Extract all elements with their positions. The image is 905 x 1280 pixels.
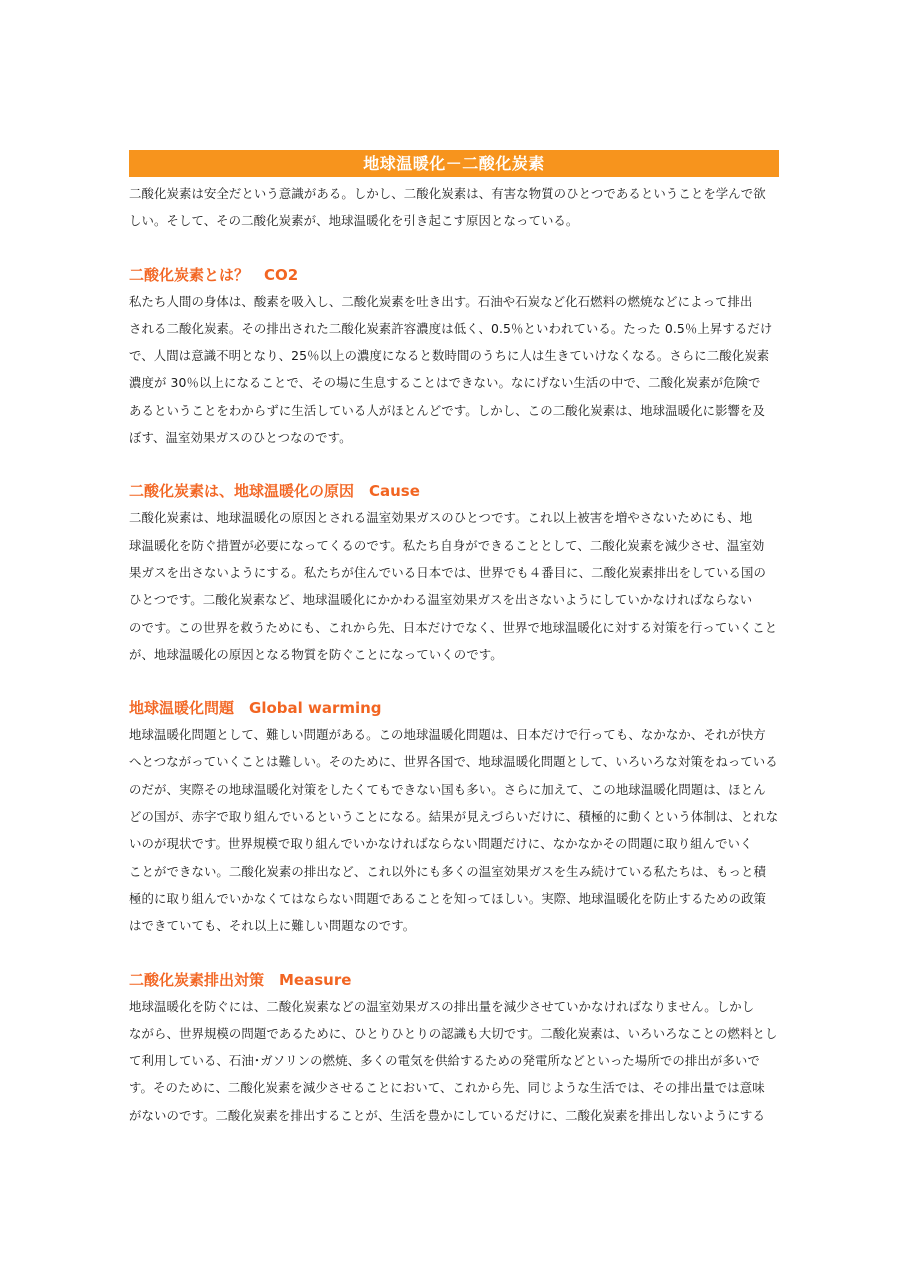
paragraph-line: 私たち人間の身体は、酸素を吸入し、二酸化炭素を吐き出す。石油や石炭など化石燃料の燃焼などによって排出	[129, 293, 753, 309]
paragraph-line: 二酸化炭素は、地球温暖化の原因とされる温室効果ガスのひとつです。これ以上被害を増やさないためにも、地	[129, 510, 753, 526]
paragraph-line: 濃度が 30％以上になることで、その場に生息することはできない。なにげない生活の中で、二酸化炭素が危険で	[129, 375, 761, 391]
paragraph-line: 地球温暖化を防ぐには、二酸化炭素などの温室効果ガスの排出量を減少させていかなければなりません。しかし	[129, 998, 755, 1014]
paragraph-line: 果ガスを出さないようにする。私たちが住んでいる日本では、世界でも４番目に、二酸化炭素排出をしている国の	[129, 564, 767, 580]
page-title: 地球温暖化－二酸化炭素	[129, 150, 779, 177]
paragraph-line: 地球温暖化問題として、難しい問題がある。この地球温暖化問題は、日本だけで行っても、なかなか、それが快方	[129, 727, 766, 743]
paragraph-line: のです。この世界を救うためにも、これから先、日本だけでなく、世界で地球温暖化に対する対策を行っていくこと	[129, 619, 778, 635]
paragraph-line: ながら、世界規模の問題であるために、ひとりひとりの認識も大切です。二酸化炭素は、いろいろなことの燃料とし	[129, 1025, 778, 1041]
section-measure	[129, 967, 779, 1129]
paragraph-line: す。そのために、二酸化炭素を減少させることにおいて、これから先、同じような生活では、その排出量では意味	[129, 1080, 765, 1096]
paragraph-line: て利用している、石油･ガソリンの燃焼、多くの電気を供給するための発電所などといった場所での排出が多いで	[129, 1053, 760, 1069]
paragraph-line: へとつながっていくことは難しい。そのために、世界各国で、地球温暖化問題として、いろいろな対策をねっている	[129, 754, 778, 770]
paragraph-line: いのが現状です。世界規模で取り組んでいかなければならない問題だけに、なかなかその問題に取り組んでいく	[129, 836, 753, 852]
section-heading: 地球温暖化問題 Global warming	[129, 699, 382, 718]
section-paragraph	[129, 504, 779, 668]
paragraph-line: ことができない。二酸化炭素の排出など、これ以外にも多くの温室効果ガスを生み続けている私たちは、もっと積	[129, 863, 767, 879]
paragraph-line: しい。そして、その二酸化炭素が、地球温暖化を引き起こす原因となっている。	[129, 213, 579, 229]
section-heading: 二酸化炭素とは？ CO2	[129, 265, 299, 284]
section-heading: 二酸化炭素は、地球温暖化の原因 Cause	[129, 482, 420, 501]
paragraph-line: される二酸化炭素。その排出された二酸化炭素許容濃度は低く、0.5％といわれている。たった 0.5％上昇するだけ	[129, 320, 773, 336]
intro-paragraph	[129, 180, 779, 235]
paragraph-line: ひとつです。二酸化炭素など、地球温暖化にかかわる温室効果ガスを出さないようにしていかなければならない	[129, 592, 753, 608]
paragraph-line: ぼす、温室効果ガスのひとつなのです。	[129, 430, 352, 446]
section-co2	[129, 262, 779, 452]
section-paragraph	[129, 721, 779, 939]
paragraph-line: が、地球温暖化の原因となる物質を防ぐことになっていくのです。	[129, 646, 503, 662]
section-heading: 二酸化炭素排出対策 Measure	[129, 970, 352, 989]
document-page	[129, 150, 779, 1129]
paragraph-line: 球温暖化を防ぐ措置が必要になってくるのです。私たち自身ができることとして、二酸化炭素を減少させ、温室効	[129, 537, 765, 553]
paragraph-line: どの国が、赤字で取り組んでいるということになる。結果が見えづらいだけに、積極的に動くという体制は、とれな	[129, 809, 779, 825]
paragraph-line: はできていても、それ以上に難しい問題なのです。	[129, 918, 416, 934]
section-global-warming	[129, 695, 779, 939]
paragraph-line: 二酸化炭素は安全だという意識がある。しかし、二酸化炭素は、有害な物質のひとつであるということを学んで欲	[129, 186, 766, 201]
paragraph-line: あるということをわからずに生活している人がほとんどです。しかし、この二酸化炭素は、地球温暖化に影響を及	[129, 402, 766, 418]
section-paragraph	[129, 993, 779, 1129]
section-cause	[129, 478, 779, 668]
paragraph-line: がないのです。二酸化炭素を排出することが、生活を豊かにしているだけに、二酸化炭素を排出しないようにする	[129, 1107, 766, 1123]
paragraph-line: のだが、実際その地球温暖化対策をしたくてもできない国も多い。さらに加えて、この地球温暖化問題は、ほとん	[129, 781, 766, 797]
section-paragraph	[129, 288, 779, 452]
paragraph-line: で、人間は意識不明となり、25％以上の濃度になると数時間のうちに人は生きていけなくなる。さらに二酸化炭素	[129, 348, 770, 364]
paragraph-line: 極的に取り組んでいかなくてはならない問題であることを知ってほしい。実際、地球温暖化を防止するための政策	[129, 890, 767, 906]
